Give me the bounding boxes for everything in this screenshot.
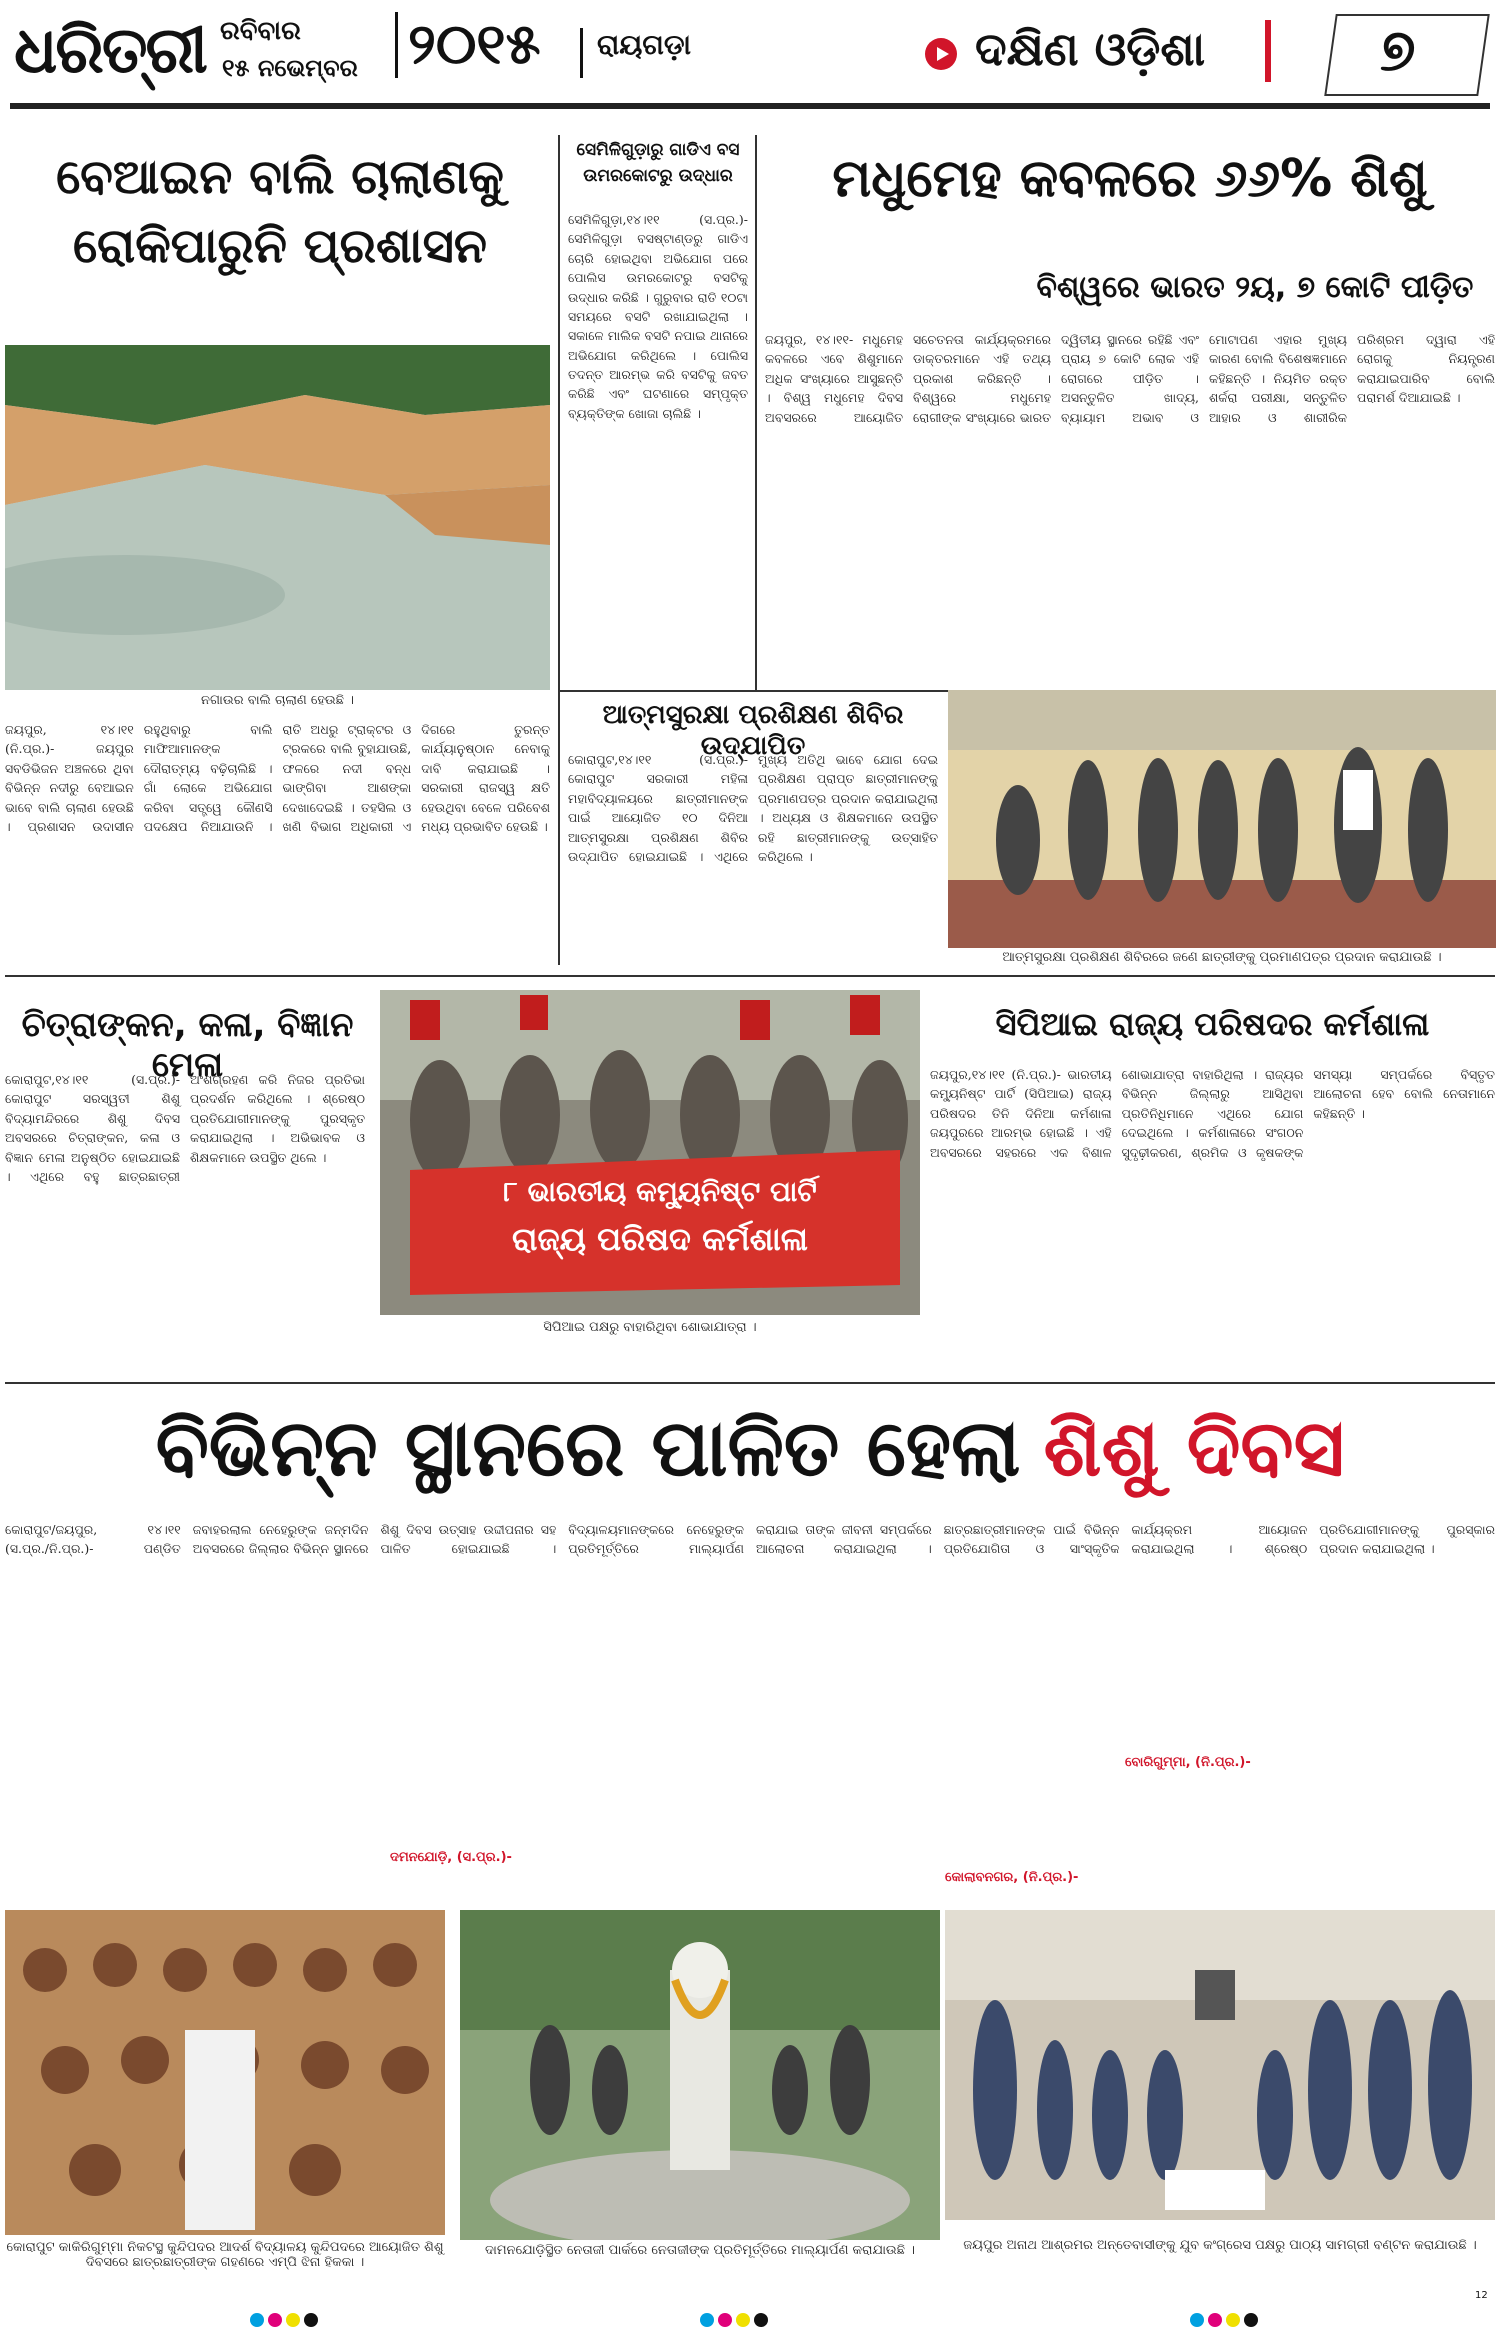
story5-body: କୋରାପୁଟ,୧୪।୧୧ (ସ.ପ୍ର.)- କୋରାପୁଟ ସରସ୍ୱତୀ ଶିଶୁ ବିଦ୍ୟାମନ୍ଦିରରେ ଶିଶୁ ଦିବସ ଅବସରରେ ଚିତ୍ରାଙ୍କନ, କଳା ଓ ବିଜ୍ଞାନ ମେଳା ଅନୁଷ୍ଠିତ ହୋଇଯାଇଛି । ଏଥିରେ ବହୁ ଛାତ୍ରଛାତ୍ରୀ ଅଂଶଗ୍ରହଣ କରି ନିଜର ପ୍ରତିଭା ପ୍ରଦର୍ଶନ କରିଥିଲେ । ଶ୍ରେଷ୍ଠ ପ୍ରତିଯୋଗୀମାନଙ୍କୁ ପୁରସ୍କୃତ କରାଯାଇଥିଲା । ଅଭିଭାବକ ଓ ଶିକ୍ଷକମାନେ ଉପସ୍ଥିତ ଥିଲେ । [5,1072,365,1184]
river-photo [5,345,550,690]
story8-caption-3: ଜୟପୁର ଅନାଥ ଆଶ୍ରମର ଅନ୍ତେବାସୀଙ୍କୁ ଯୁବ କଂଗ୍ରେସ ପକ୍ଷରୁ ପାଠ୍ୟ ସାମଗ୍ରୀ ବଣ୍ଟନ କରାଯାଉଛି । [963,2238,1477,2253]
story8-caption-1: କୋରାପୁଟ କାକିରିଗୁମ୍ମା ନିକଟସ୍ଥ କୁନ୍ଦିପଦର ଆଦର୍ଶ ବିଦ୍ୟାଳୟ କୁନ୍ଦିପଦରେ ଆୟୋଜିତ ଶିଶୁ ଦିବସରେ ଛାତ୍ରଛାତ୍ରୀଙ୍କ ଗହଣରେ ଏମ୍‌ପି ଝିନା ହିକକା । [6,2240,444,2270]
story1-caption: ନଗାଉର ବାଲି ଚାଲାଣ ହେଉଛି । [200,693,354,708]
story5-headline: ଚିତ୍ରାଙ୍କନ, କଳା, ବିଜ୍ଞାନ ମେଳା [21,1005,354,1085]
story8-dateline-1: ଦମନଯୋଡ଼ି, (ସ.ପ୍ର.)- [390,1850,512,1865]
story1-headline-line1: ବେଆଇନ ବାଲି ଚାଲାଣକୁ [56,149,504,205]
column-rule [558,135,560,965]
page-number: ୭ [1380,16,1416,84]
registration-marks [250,2312,322,2331]
banner-line1: ୮ ଭାରତୀୟ କମ୍ୟୁନିଷ୍ଟ ପାର୍ଟି [503,1175,817,1208]
banner-line2: ରାଜ୍ୟ ପରିଷଦ କର୍ମଶାଳା [512,1220,808,1258]
story8-headline-black: ବିଭିନ୍ନ ସ୍ଥାନରେ ପାଳିତ ହେଲା [155,1404,1021,1494]
page-code: 12 [1475,2290,1488,2301]
ceremony-photo [948,690,1496,948]
story3-subheadline: ବିଶ୍ୱରେ ଭାରତ ୨ୟ, ୭ କୋଟି ପୀଡ଼ିତ [1036,270,1474,305]
masthead-rule [10,103,1490,109]
registration-marks [700,2312,772,2331]
story7-headline: ସିପିଆଇ ରାଜ୍ୟ ପରିଷଦର କର୍ମଶାଳା [995,1005,1430,1043]
story8-headline-red: ଶିଶୁ ଦିବସ [1043,1404,1345,1494]
section-rule [5,975,1495,977]
story8-dateline-3: ବୋରିଗୁମ୍ମା, (ନି.ପ୍ର.)- [1125,1755,1251,1770]
play-icon [925,38,957,70]
story7-body: ଜୟପୁର,୧୪।୧୧ (ନି.ପ୍ର.)- ଭାରତୀୟ କମ୍ୟୁନିଷ୍ଟ ପାର୍ଟି (ସିପିଆଇ) ରାଜ୍ୟ ପରିଷଦର ତିନି ଦିନିଆ କର୍ମଶାଳା ଜୟପୁରରେ ଆରମ୍ଭ ହୋଇଛି । ଏହି ଅବସରରେ ସହରରେ ଏକ ବିଶାଳ ଶୋଭାଯାତ୍ରା ବାହାରିଥିଲା । ରାଜ୍ୟର ବିଭିନ୍ନ ଜିଲ୍ଲାରୁ ଆସିଥିବା ପ୍ରତିନିଧିମାନେ ଏଥିରେ ଯୋଗ ଦେଇଥିଲେ । କର୍ମଶାଳାରେ ସଂଗଠନ ସୁଦୃଢ଼ୀକରଣ, ଶ୍ରମିକ ଓ କୃଷକଙ୍କ ସମସ୍ୟା ସମ୍ପର୍କରେ ବିସ୍ତୃତ ଆଲୋଚନା ହେବ ବୋଲି ନେତାମାନେ କହିଛନ୍ତି । [930,1067,1495,1160]
section-divider [1265,20,1271,82]
story2-headline-line2: ଉମରକୋଟରୁ ଉଦ୍ଧାର [583,166,733,186]
story2-headline [568,140,748,186]
rally-photo [380,990,920,1315]
masthead [0,0,1500,105]
story3-body: ଜୟପୁର, ୧୪।୧୧- ମଧୁମେହ କବଳରେ ଏବେ ଶିଶୁମାନେ ଅଧିକ ସଂଖ୍ୟାରେ ଆସୁଛନ୍ତି । ବିଶ୍ୱ ମଧୁମେହ ଦିବସ ଅବସରରେ ଆୟୋଜିତ ସଚେତନତା କାର୍ଯ୍ୟକ୍ରମରେ ଡାକ୍ତରମାନେ ଏହି ତଥ୍ୟ ପ୍ରକାଶ କରିଛନ୍ତି । ବିଶ୍ୱରେ ମଧୁମେହ ରୋଗୀଙ୍କ ସଂଖ୍ୟାରେ ଭାରତ ଦ୍ୱିତୀୟ ସ୍ଥାନରେ ରହିଛି ଏବଂ ପ୍ରାୟ ୭ କୋଟି ଲୋକ ଏହି ରୋଗରେ ପୀଡ଼ିତ । ଅସନ୍ତୁଳିତ ଖାଦ୍ୟ, ବ୍ୟାୟାମ ଅଭାବ ଓ ମୋଟାପଣ ଏହାର ମୁଖ୍ୟ କାରଣ ବୋଲି ବିଶେଷଜ୍ଞମାନେ କହିଛନ୍ତି । ନିୟମିତ ରକ୍ତ ଶର୍କରା ପରୀକ୍ଷା, ସନ୍ତୁଳିତ ଆହାର ଓ ଶାରୀରିକ ପରିଶ୍ରମ ଦ୍ୱାରା ଏହି ରୋଗକୁ ନିୟନ୍ତ୍ରଣ କରାଯାଇପାରିବ ବୋଲି ପରାମର୍ଶ ଦିଆଯାଇଛି । [765,332,1495,425]
edition-city: ରାୟଗଡ଼ା [580,28,691,78]
story8-headline [5,1405,1495,1505]
orphanage-photo [945,1910,1495,2220]
story2-headline-line1: ସେମିଳିଗୁଡ଼ାରୁ ଗାଡିଏ ବସ [576,140,740,160]
story3-headline: ମଧୁମେହ କବଳରେ ୬୬% ଶିଶୁ [832,149,1428,209]
story1-body: ଜୟପୁର, ୧୪।୧୧ (ନି.ପ୍ର.)- ଜୟପୁର ସବଡିଭିଜନ ଅଞ୍ଚଳରେ ଥିବା ବିଭିନ୍ନ ନଦୀରୁ ବେଆଇନ ଭାବେ ବାଲି ଚାଲାଣ ହେଉଛି । ପ୍ରଶାସନ ଉଦାସୀନ ରହୁଥିବାରୁ ବାଲି ମାଫିଆମାନଙ୍କ ଦୌରାତ୍ମ୍ୟ ବଢ଼ିଚାଲିଛି । ଗାଁ ଲୋକେ ଅଭିଯୋଗ କରିବା ସତ୍ତ୍ୱେ କୌଣସି ପଦକ୍ଷେପ ନିଆଯାଉନି । ରାତି ଅଧରୁ ଟ୍ରାକ୍ଟର ଓ ଟ୍ରକରେ ବାଲି ବୁହାଯାଉଛି, ଫଳରେ ନଦୀ ବନ୍ଧ ଭାଙ୍ଗିବା ଆଶଙ୍କା ଦେଖାଦେଇଛି । ତହସିଲ ଓ ଖଣି ବିଭାଗ ଅଧିକାରୀ ଏ ଦିଗରେ ତୁରନ୍ତ କାର୍ଯ୍ୟାନୁଷ୍ଠାନ ନେବାକୁ ଦାବି କରାଯାଇଛି । ସରକାରୀ ରାଜସ୍ୱ କ୍ଷତି ହେଉଥିବା ବେଳେ ପରିବେଶ ମଧ୍ୟ ପ୍ରଭାବିତ ହେଉଛି । [5,722,550,834]
newspaper-logo: ଧରିତ୍ରୀ [14,14,206,88]
column-rule [755,135,757,690]
story1-headline-line2: ରୋକିପାରୁନି ପ୍ରଶାସନ [72,218,487,275]
section-rule [5,1382,1495,1384]
issue-day: ରବିବାର [220,16,301,46]
story4-body: କୋରାପୁଟ,୧୪।୧୧ (ସ.ପ୍ର.)- କୋରାପୁଟ ସରକାରୀ ମହିଳା ମହାବିଦ୍ୟାଳୟରେ ଛାତ୍ରୀମାନଙ୍କ ପାଇଁ ଆୟୋଜିତ ୧୦ ଦିନିଆ ଆତ୍ମସୁରକ୍ଷା ପ୍ରଶିକ୍ଷଣ ଶିବିର ଉଦ୍‌ଯାପିତ ହୋଇଯାଇଛି । ଏଥିରେ ମୁଖ୍ୟ ଅତିଥି ଭାବେ ଯୋଗ ଦେଇ ପ୍ରଶିକ୍ଷଣ ପ୍ରାପ୍ତ ଛାତ୍ରୀମାନଙ୍କୁ ପ୍ରମାଣପତ୍ର ପ୍ରଦାନ କରାଯାଇଥିଲା । ଅଧ୍ୟକ୍ଷ ଓ ଶିକ୍ଷକମାନେ ଉପସ୍ଥିତ ରହି ଛାତ୍ରୀମାନଙ୍କୁ ଉତ୍ସାହିତ କରିଥିଲେ । [568,752,938,864]
issue-date: ୧୫ ନଭେମ୍ବର [222,54,358,82]
story8-body: କୋରାପୁଟ/ଜୟପୁର, ୧୪।୧୧ (ସ.ପ୍ର./ନି.ପ୍ର.)- ପଣ୍ଡିତ ଜବାହରଲାଲ ନେହେରୁଙ୍କ ଜନ୍ମଦିନ ଅବସରରେ ଜିଲ୍ଲାର ବିଭିନ୍ନ ସ୍ଥାନରେ ଶିଶୁ ଦିବସ ଉତ୍ସାହ ଉଦ୍ଦୀପନାର ସହ ପାଳିତ ହୋଇଯାଇଛି । ବିଦ୍ୟାଳୟମାନଙ୍କରେ ନେହେରୁଙ୍କ ପ୍ରତିମୂର୍ତ୍ତିରେ ମାଲ୍ୟାର୍ପଣ କରାଯାଇ ତାଙ୍କ ଜୀବନୀ ସମ୍ପର୍କରେ ଆଲୋଚନା କରାଯାଇଥିଲା । ଛାତ୍ରଛାତ୍ରୀମାନଙ୍କ ପାଇଁ ବିଭିନ୍ନ ପ୍ରତିଯୋଗିତା ଓ ସାଂସ୍କୃତିକ କାର୍ଯ୍ୟକ୍ରମ ଆୟୋଜନ କରାଯାଇଥିଲା । ଶ୍ରେଷ୍ଠ ପ୍ରତିଯୋଗୀମାନଙ୍କୁ ପୁରସ୍କାର ପ୍ରଦାନ କରାଯାଇଥିଲା । [5,1522,1495,1557]
story8-caption-2: ଦାମନଯୋଡ଼ିସ୍ଥିତ ନେତାଜୀ ପାର୍କରେ ନେତାଜୀଙ୍କ ପ୍ରତିମୂର୍ତ୍ତିରେ ମାଲ୍ୟାର୍ପଣ କରାଯାଉଛି । [484,2243,915,2258]
statue-photo [460,1910,940,2240]
story4-headline: ଆତ୍ମସୁରକ୍ଷା ପ୍ରଶିକ୍ଷଣ ଶିବିର ଉଦ୍‌ଯାପିତ [602,700,904,761]
issue-year: ୨୦୧୫ [395,12,541,78]
section-title: ଦକ୍ଷିଣ ଓଡ଼ିଶା [975,22,1206,76]
story8-dateline-2: କୋଲାବନଗର, (ନି.ପ୍ର.)- [945,1870,1079,1885]
registration-marks [1190,2312,1262,2331]
children-photo-1 [5,1910,445,2235]
story2-body: ସେମିଳିଗୁଡ଼ା,୧୪।୧୧ (ସ.ପ୍ର.)- ସେମିଳିଗୁଡ଼ା ବସଷ୍ଟାଣ୍ଡରୁ ଗାଡିଏ ଚୋରି ହୋଇଥିବା ଅଭିଯୋଗ ପରେ ପୋଲିସ ଉମରକୋଟରୁ ବସଟିକୁ ଉଦ୍ଧାର କରିଛି । ଗୁରୁବାର ରାତି ୧୦ଟା ସମୟରେ ବସଟି ରଖାଯାଇଥିଲା । ସକାଳେ ମାଲିକ ବସଟି ନପାଇ ଥାନାରେ ଅଭିଯୋଗ କରିଥିଲେ । ପୋଲିସ ତଦନ୍ତ ଆରମ୍ଭ କରି ବସଟିକୁ ଜବତ କରିଛି ଏବଂ ଘଟଣାରେ ସମ୍ପୃକ୍ତ ବ୍ୟକ୍ତିଙ୍କ ଖୋଜା ଚାଲିଛି । [568,212,748,421]
story1-headline [10,150,550,274]
story4-caption: ଆତ୍ମସୁରକ୍ଷା ପ୍ରଶିକ୍ଷଣ ଶିବିରରେ ଜଣେ ଛାତ୍ରୀଙ୍କୁ ପ୍ରମାଣପତ୍ର ପ୍ରଦାନ କରାଯାଉଛି । [1002,950,1442,965]
story6-caption: ସିପିଆଇ ପକ୍ଷରୁ ବାହାରିଥିବା ଶୋଭାଯାତ୍ରା । [543,1320,757,1335]
